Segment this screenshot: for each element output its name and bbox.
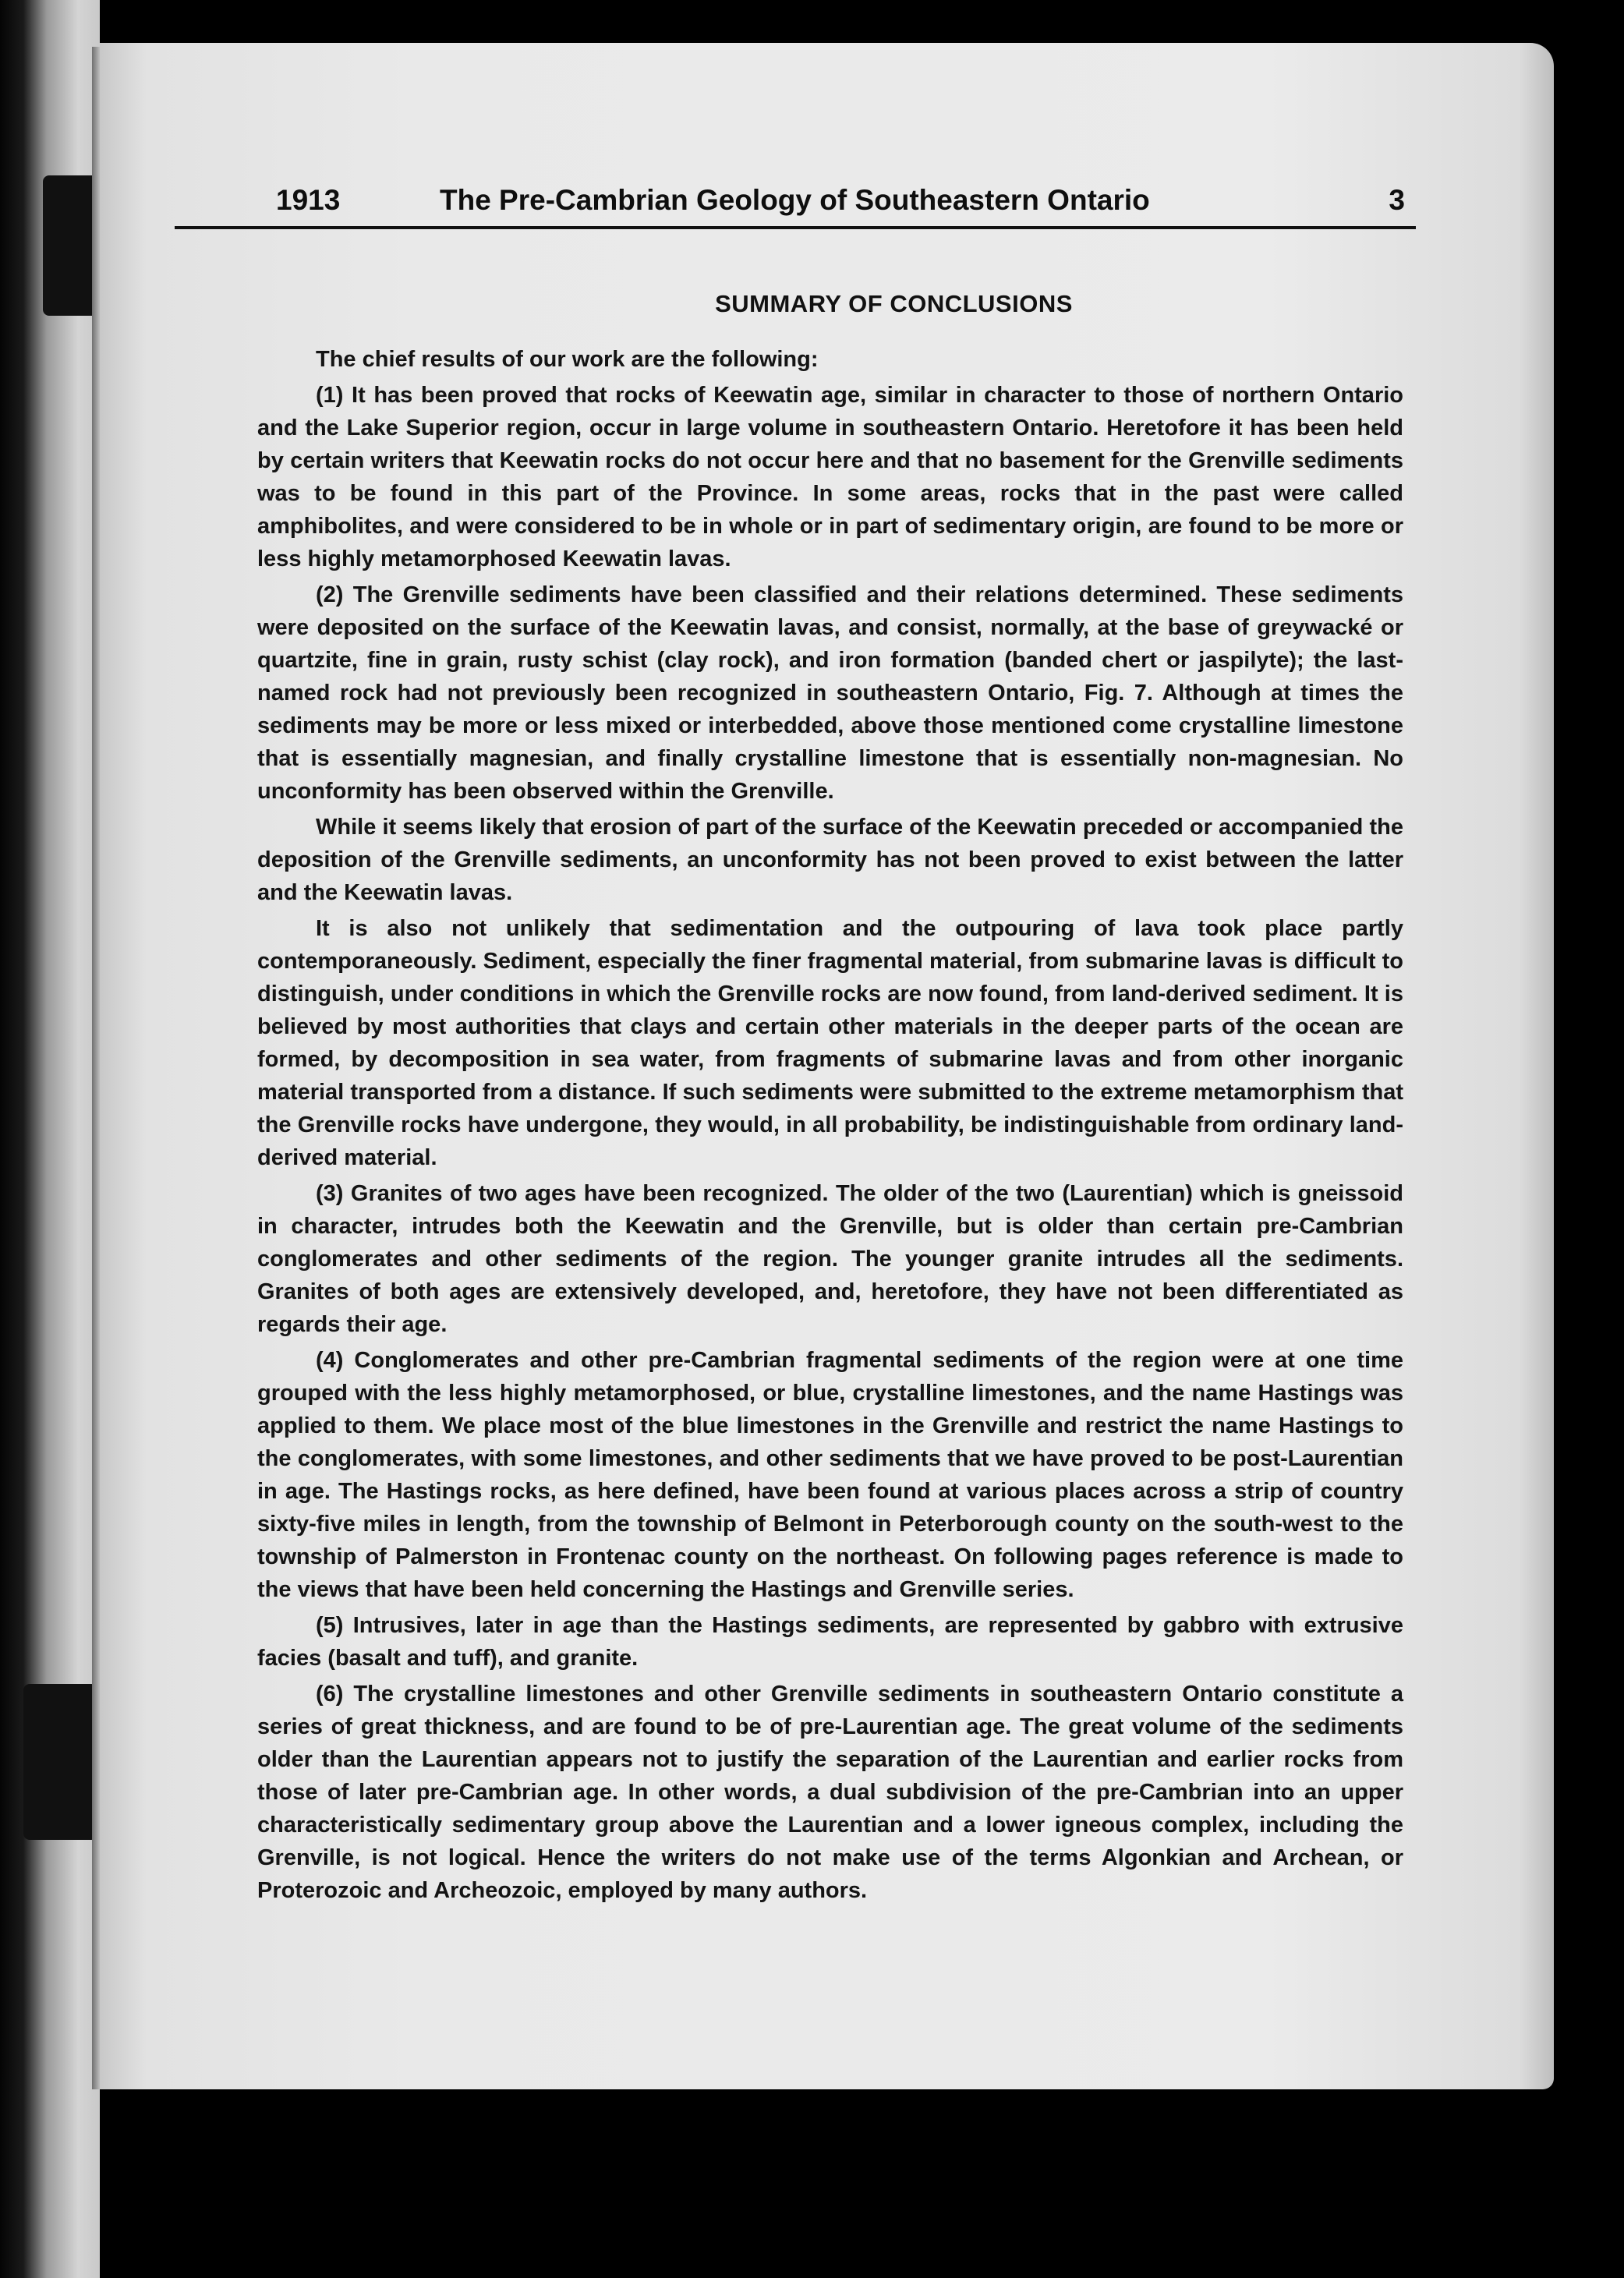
paragraph: (3) Granites of two ages have been recognized. The older of the two (Laurentian) which is gneissoid in character, intrudes both the Keewatin and the Grenville, but is older than certain pre-Cambrian conglomerates and other sediments of the region. The younger granite intrudes all the sediments. Granites of both ages are extensively developed, and, heretofore, they have not been differentiated as regards their age.	[257, 1181, 1403, 1337]
running-header	[175, 179, 1416, 229]
paragraph: (1) It has been proved that rocks of Keewatin age, similar in character to those of northern Ontario and the Lake Superior region, occur in large volume in southeastern Ontario. Heretofore it has been held by certain writers that Keewatin rocks do not occur here and that no basement for the Grenville sediments was to be found in this part of the Province. In some areas, rocks that in the past were called amphibolites, and were considered to be in whole or in part of sedimentary origin, are found to be more or less highly metamorphosed Keewatin lavas.	[257, 383, 1403, 571]
header-year: 1913	[276, 184, 341, 216]
paragraph: While it seems likely that erosion of part of the surface of the Keewatin preceded or accompanied the deposition of the Grenville sediments, an unconformity has not been proved to exist between the latter and the Keewatin lavas.	[257, 815, 1403, 905]
paragraph: It is also not unlikely that sedimentation and the outpouring of lava took place partly contemporaneously. Sediment, especially the finer fragmental material, from submarine lavas is difficult to distinguish, under conditions in which the Grenville rocks are now found, from land-derived sediment. It is believed by most authorities that clays and certain other materials in the deeper parts of the ocean are formed, by decomposition in sea water, from fragments of submarine lavas and from other inorganic material transported from a distance. If such sediments were submitted to the extreme metamorphism that the Grenville rocks have undergone, they would, in all probability, be indistinguishable from ordinary land-derived material.	[257, 916, 1403, 1170]
page-number: 3	[1389, 184, 1405, 216]
paragraph: (4) Conglomerates and other pre-Cambrian fragmental sediments of the region were at one time grouped with the less highly metamorphosed, or blue, crystalline limestones, and the name Hastings was applied to them. We place most of the blue limestones in the Grenville and restrict the name Hastings to the conglomerates, with some limestones, and other sediments that we have proved to be post-Laurentian in age. The Hastings rocks, as here defined, have been found at various places across a strip of country sixty-five miles in length, from the township of Belmont in Peterborough county on the south-west to the township of Palmerston in Frontenac county on the northeast. On following pages reference is made to the views that have been held concerning the Hastings and Grenville series.	[257, 1348, 1403, 1602]
page-gutter	[92, 47, 100, 2089]
paragraph: (2) The Grenville sediments have been classified and their relations determined. These sediments were deposited on the surface of the Keewatin lavas, and consist, normally, at the base of greywacké or quartzite, fine in grain, rusty schist (clay rock), and iron formation (banded chert or jaspilyte); the last-named rock had not previously been recognized in southeastern Ontario, Fig. 7. Although at times the sediments may be more or less mixed or interbedded, above those mentioned come crystalline limestone that is essentially magnesian, and finally crystalline limestone that is essentially non-magnesian. No unconformity has been observed within the Grenville.	[257, 582, 1403, 804]
section-heading-text: SUMMARY OF CONCLUSIONS	[715, 290, 1073, 317]
body-text	[257, 343, 1403, 1910]
ink-bleed-mark	[23, 1684, 97, 1840]
paragraph: (6) The crystalline limestones and other Grenville sediments in southeastern Ontario constitute a series of great thickness, and are found to be of pre-Laurentian age. The great volume of the sediments older than the Laurentian appears not to justify the separation of the Laurentian and earlier rocks from those of later pre-Cambrian age. In other words, a dual subdivision of the pre-Cambrian into an upper characteristically sedimentary group above the Laurentian and a lower igneous complex, including the Grenville, is not logical. Hence the writers do not make use of the terms Algonkian and Archean, or Proterozoic and Archeozoic, employed by many authors.	[257, 1682, 1403, 1903]
section-heading	[0, 290, 1624, 318]
facing-page-edge	[0, 0, 100, 2278]
paragraph: The chief results of our work are the following:	[316, 347, 819, 372]
header-title: The Pre-Cambrian Geology of Southeastern Ontario	[440, 184, 1150, 216]
paragraph: (5) Intrusives, later in age than the Hastings sediments, are represented by gabbro with extrusive facies (basalt and tuff), and granite.	[257, 1613, 1403, 1671]
